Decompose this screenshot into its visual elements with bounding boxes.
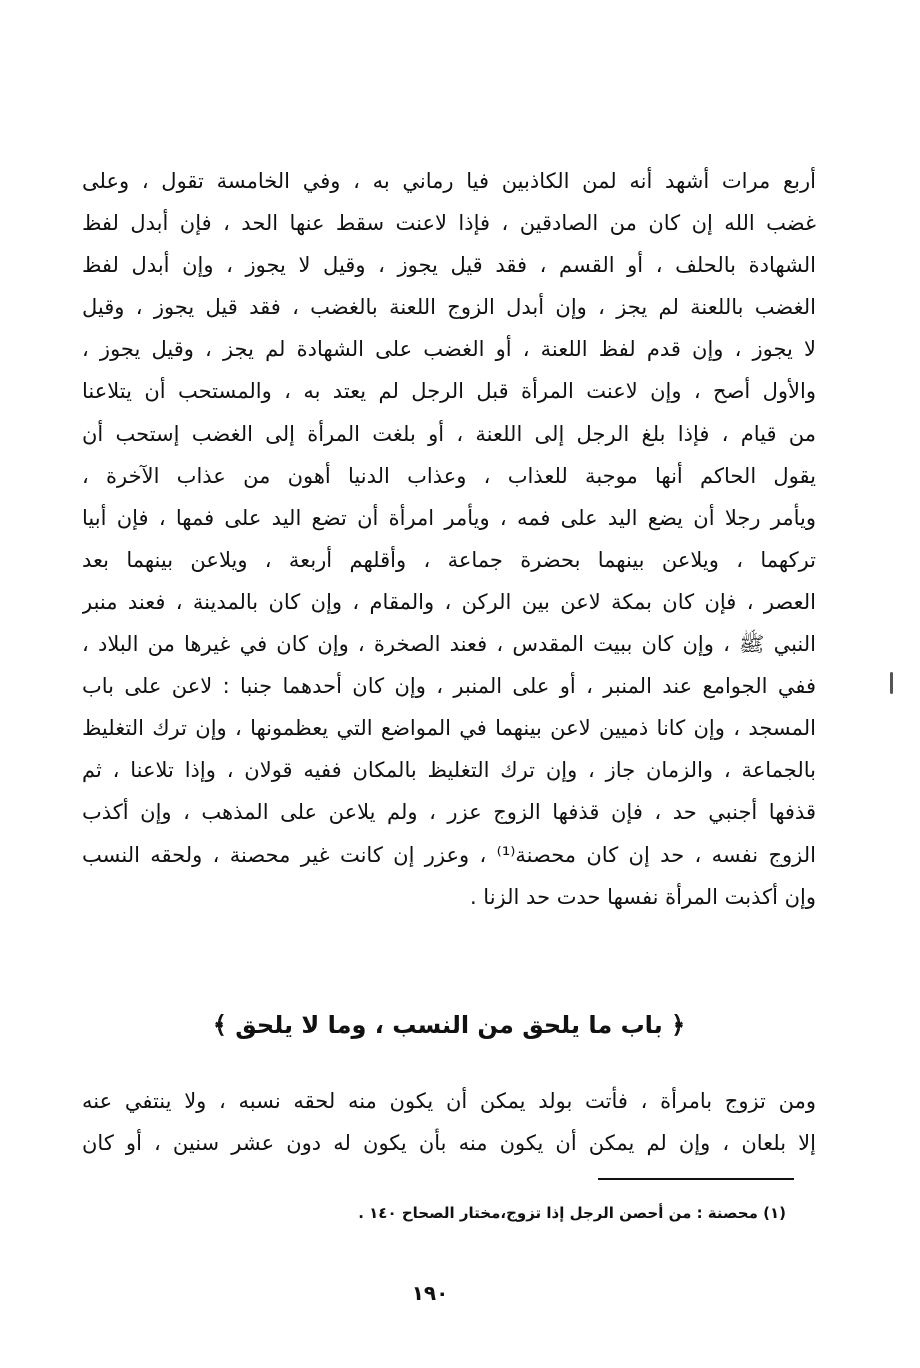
text-line: وإن أكذبت المرأة نفسها حدت حد الزنا . <box>469 884 816 909</box>
page-number: ١٩٠ <box>411 1281 449 1305</box>
body-text <box>82 160 816 918</box>
text-line: تركهما ، ويلاعن بينهما بحضرة جماعة ، وأقلهم أربعة ، ويلاعن بينهما بعد <box>82 547 816 572</box>
text-line: الشهادة بالحلف ، أو القسم ، فقد قيل يجوز ، وقيل لا يجوز ، وإن أبدل لفظ <box>82 253 816 278</box>
text-line: ومن تزوج بامرأة ، فأتت بولد يمكن أن يكون منه لحقه نسبه ، ولا ينتفي عنه <box>82 1089 816 1113</box>
text-line: بالجماعة ، والزمان جاز ، وإن ترك التغليظ بالمكان ففيه قولان ، وإذا تلاعنا ، ثم <box>82 758 816 783</box>
text-line: النبي ﷺ ، وإن كان ببيت المقدس ، فعند الصخرة ، وإن كان في غيرها من البلاد ، <box>82 632 816 657</box>
footnote: (١) محصنة : من أحصن الرجل إذا تزوج،مختار الصحاح ١٤٠ . <box>358 1204 786 1222</box>
section-text <box>82 1080 816 1164</box>
text-line: يقول الحاكم أنها موجبة للعذاب ، وعذاب الدنيا أهون من عذاب الآخرة ، <box>82 463 816 488</box>
text-line: من قيام ، فإذا بلغ الرجل إلى اللعنة ، أو بلغت المرأة إلى الغضب إستحب أن <box>82 421 816 446</box>
text-line: العصر ، فإن كان بمكة لاعن بين الركن ، والمقام ، وإن كان بالمدينة ، فعند منبر <box>82 589 816 614</box>
text-line: غضب الله إن كان من الصادقين ، فإذا لاعنت سقط عنها الحد ، فإن أبدل لفظ <box>82 211 816 236</box>
text-line: الزوج نفسه ، حد إن كان محصنة⁽¹⁾ ، وعزر إن كانت غير محصنة ، ولحقه النسب <box>82 842 816 867</box>
margin-mark <box>890 672 893 694</box>
text-line: إلا بلعان ، وإن لم يمكن أن يكون منه بأن يكون له دون عشر سنين ، أو كان <box>82 1131 816 1156</box>
text-line: المسجد ، وإن كانا ذميين لاعن بينهما في المواضع التي يعظمونها ، وإن ترك التغليظ <box>82 716 816 741</box>
text-line: والأول أصح ، وإن لاعنت المرأة قبل الرجل لم يعتد به ، والمستحب أن يتلاعنا <box>82 379 816 404</box>
text-line: ويأمر رجلا أن يضع اليد على فمه ، ويأمر امرأة أن تضع اليد على فمها ، فإن أبيا <box>82 505 816 530</box>
text-line: ففي الجوامع عند المنبر ، أو على المنبر ، وإن كان أحدهما جنبا : لاعن على باب <box>82 674 816 699</box>
text-line: الغضب باللعنة لم يجز ، وإن أبدل الزوج اللعنة بالغضب ، فقد قيل يجوز ، وقيل <box>82 295 816 320</box>
text-line: لا يجوز ، وإن قدم لفظ اللعنة ، أو الغضب على الشهادة لم يجز ، وقيل يجوز ، <box>82 337 816 362</box>
footnote-divider <box>598 1178 794 1180</box>
text-line: قذفها أجنبي حد ، فإن قذفها الزوج عزر ، ولم يلاعن على المذهب ، وإن أكذب <box>82 800 816 825</box>
section-heading: ﴿ باب ما يلحق من النسب ، وما لا يلحق ﴾ <box>212 1011 686 1039</box>
text-line: أربع مرات أشهد أنه لمن الكاذبين فيا رماني به ، وفي الخامسة تقول ، وعلى <box>82 169 816 193</box>
